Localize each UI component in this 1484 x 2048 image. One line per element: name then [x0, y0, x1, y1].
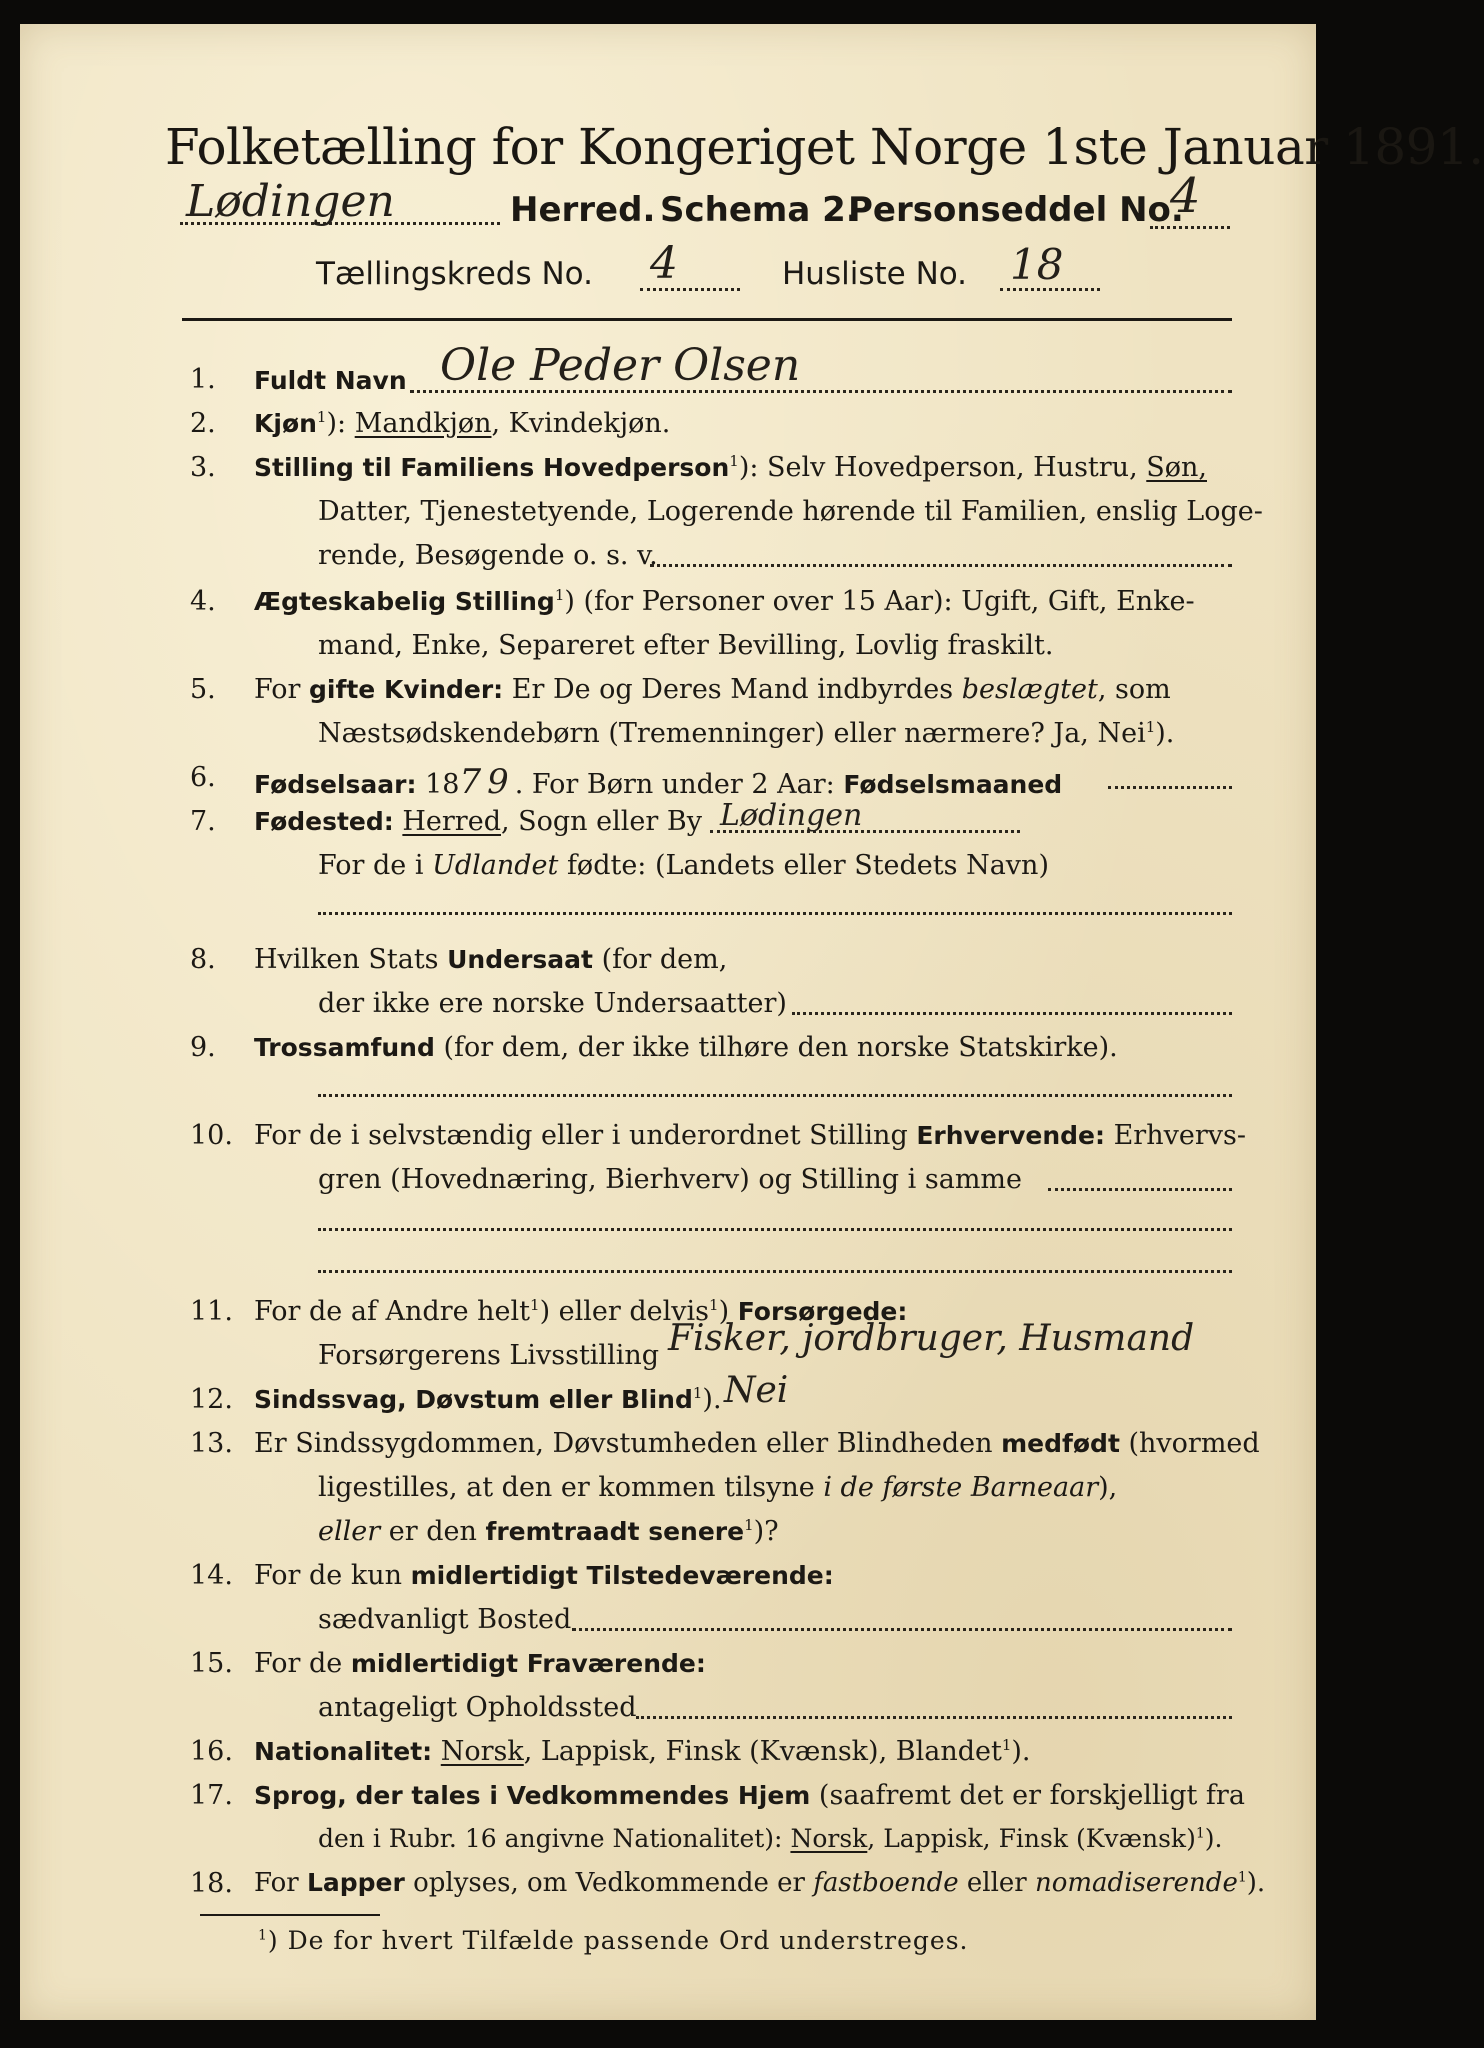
field-8-dotline	[792, 1012, 1232, 1015]
field-10-line1a: For de i selvstændig eller i underordnet Stilling	[254, 1120, 917, 1151]
herred-label: Herred.	[510, 190, 656, 230]
header-rule	[182, 318, 1232, 321]
field-14-line2: sædvanligt Bosted	[318, 1604, 572, 1635]
field-4-label: Ægteskabelig Stilling	[254, 587, 555, 616]
field-7-rest: , Sogn eller By	[500, 806, 702, 837]
field-13-label2: fremtraadt senere	[485, 1517, 745, 1546]
field-13-sup: 1	[744, 1516, 754, 1534]
field-5-line2: Næstsødskendebørn (Tremenninger) eller nærmere? Ja, Nei	[318, 718, 1146, 749]
field-2-rest2: , Kvindekjøn.	[491, 408, 671, 439]
field-3-line3: rende, Besøgende o. s. v.	[318, 540, 658, 571]
field-11-sup2: 1	[709, 1296, 719, 1314]
field-16-opt-norsk: Norsk	[440, 1736, 524, 1767]
field-15-line2: antageligt Opholdssted	[318, 1692, 637, 1723]
field-18-line1a: oplyses, om Vedkommende er	[404, 1868, 814, 1898]
personseddel-value: 4	[1170, 168, 1201, 224]
field-17-line1b: (saafremt det er forskjelligt fra	[810, 1780, 1245, 1811]
field-16-rest: , Lappisk, Finsk (Kvænsk), Blandet	[523, 1736, 1002, 1767]
field-13-num: 13.	[190, 1428, 233, 1459]
footnote-sup: 1	[258, 1927, 268, 1944]
field-18-i2: nomadiserende	[1035, 1868, 1238, 1898]
herred-value: Lødingen	[186, 176, 395, 227]
field-13-line2b: i de første Barneaar	[823, 1472, 1099, 1503]
field-13-line3b: er den	[380, 1516, 486, 1547]
field-12-rest: ).	[702, 1384, 722, 1415]
personseddel-dotline	[1150, 226, 1230, 229]
field-11-line1b: ) eller delvis	[539, 1296, 710, 1327]
field-18-num: 18.	[190, 1868, 233, 1899]
field-8-label: Undersaat	[447, 945, 593, 974]
field-1-num: 1.	[190, 364, 216, 395]
footnote-rule	[200, 1914, 380, 1916]
field-6-value: 79	[459, 762, 515, 802]
field-3-opt-son: Søn,	[1146, 452, 1207, 483]
field-3-dotline	[650, 564, 1232, 567]
footnote	[258, 1926, 968, 1955]
field-10-dotline	[1048, 1188, 1232, 1191]
field-11-line1c: )	[718, 1296, 738, 1327]
field-16-label: Nationalitet:	[254, 1737, 433, 1766]
field-7-num: 7.	[190, 806, 216, 837]
field-17-sup: 1	[1195, 1825, 1205, 1842]
field-3-sup: 1	[729, 452, 739, 470]
field-13-line1a: Er Sindssygdommen, Døvstumheden eller Blindheden	[254, 1428, 1002, 1459]
field-8-num: 8.	[190, 944, 216, 975]
field-9-label: Trossamfund	[254, 1033, 435, 1062]
field-5-num: 5.	[190, 674, 216, 705]
field-18-pre: For	[254, 1868, 307, 1898]
field-16-end: ).	[1011, 1736, 1031, 1767]
field-3-num: 3.	[190, 452, 216, 483]
field-9-num: 9.	[190, 1032, 216, 1063]
field-11-line2: Forsørgerens Livsstilling	[318, 1340, 660, 1371]
field-11-label: Forsørgede:	[737, 1297, 908, 1326]
field-18-label: Lapper	[306, 1868, 405, 1897]
footnote-text: ) De for hvert Tilfælde passende Ord understreges.	[267, 1926, 969, 1955]
kreds-label: Tællingskreds No.	[316, 256, 593, 292]
field-17-label: Sprog, der tales i Vedkommendes Hjem	[254, 1781, 811, 1810]
field-5-sup: 1	[1145, 718, 1156, 736]
field-13-label: medfødt	[1001, 1429, 1120, 1458]
field-12-num: 12.	[190, 1384, 233, 1415]
field-3-line1: ): Selv Hovedperson, Hustru,	[738, 452, 1138, 483]
field-12-sup: 1	[692, 1384, 703, 1402]
schema-label: Schema 2.	[660, 190, 859, 230]
kreds-value: 4	[650, 238, 678, 289]
field-11-num: 11.	[190, 1296, 233, 1327]
field-17-opt-norsk: Norsk	[790, 1824, 868, 1853]
field-6-prefix: 18	[425, 769, 460, 800]
field-7-dotline-2	[318, 912, 1232, 915]
field-16-sup: 1	[1001, 1736, 1012, 1754]
field-10-num: 10.	[190, 1120, 233, 1151]
field-14-label: midlertidigt Tilstedeværende:	[410, 1561, 834, 1590]
field-15-dotline	[636, 1716, 1232, 1719]
field-8-line1b: (for dem,	[592, 944, 728, 975]
field-6-num: 6.	[190, 762, 216, 793]
husliste-value: 18	[1010, 240, 1064, 289]
field-10-dotline-3	[318, 1270, 1232, 1273]
field-2-rest1: ):	[326, 408, 355, 439]
field-8-line2: der ikke ere norske Undersaatter)	[318, 988, 787, 1019]
field-15-num: 15.	[190, 1648, 233, 1679]
field-7-line2c: fødte: (Landets eller Stedets Navn)	[558, 850, 1049, 881]
field-11-value: Fisker, jordbruger, Husmand	[668, 1318, 1195, 1359]
field-10-line2: gren (Hovednæring, Bierhverv) og Stilling i samme	[318, 1164, 1023, 1195]
field-13-line3c: )?	[753, 1516, 779, 1547]
field-4-line2: mand, Enke, Separeret efter Bevilling, Lovlig fraskilt.	[318, 630, 1054, 661]
field-7-opt-herred: Herred	[402, 806, 501, 837]
field-7-line2b: Udlandet	[432, 850, 559, 881]
husliste-label: Husliste No.	[782, 256, 968, 292]
field-4-num: 4.	[190, 586, 216, 617]
field-4-sup: 1	[554, 586, 565, 604]
field-7-label: Fødested:	[254, 807, 394, 836]
field-13-line3a: eller	[318, 1516, 381, 1547]
field-10-label: Erhvervende:	[916, 1121, 1106, 1150]
field-12-value: Nei	[724, 1370, 789, 1411]
field-2-num: 2.	[190, 408, 216, 439]
field-5-label: gifte Kvinder:	[309, 675, 504, 704]
field-18-line1b: eller	[958, 1868, 1035, 1898]
field-12-label: Sindssvag, Døvstum eller Blind	[254, 1385, 693, 1414]
field-5-pre: For	[254, 674, 310, 705]
field-14-num: 14.	[190, 1560, 233, 1591]
field-2-opt-mandkjon: Mandkjøn	[354, 408, 492, 439]
field-3-label: Stilling til Familiens Hovedperson	[254, 453, 730, 482]
field-14-dotline	[572, 1628, 1232, 1631]
field-8-line1a: Hvilken Stats	[254, 944, 448, 975]
field-6-rest: . For Børn under 2 Aar:	[514, 769, 844, 800]
field-9-dotline	[318, 1094, 1232, 1097]
field-17-end: ).	[1204, 1824, 1223, 1853]
field-15-label: midlertidigt Fraværende:	[350, 1649, 706, 1678]
field-13-line2c: ),	[1098, 1472, 1118, 1503]
census-form	[20, 24, 1484, 2020]
field-2-sup: 1	[316, 408, 327, 426]
field-1-value: Ole Peder Olsen	[440, 340, 801, 391]
field-7-value: Lødingen	[720, 798, 863, 833]
field-13-line1b: (hvormed	[1119, 1428, 1260, 1459]
field-18-sup: 1	[1237, 1869, 1247, 1886]
field-17-line2b: , Lappisk, Finsk (Kvænsk)	[867, 1824, 1196, 1853]
field-6-label: Fødselsaar:	[254, 770, 417, 799]
field-17-line2a: den i Rubr. 16 angivne Nationalitet):	[318, 1824, 791, 1853]
field-10-dotline-2	[318, 1228, 1232, 1231]
field-17-num: 17.	[190, 1780, 233, 1811]
field-5-line2end: ).	[1155, 718, 1175, 749]
field-18-end: ).	[1246, 1868, 1266, 1898]
field-11-line1a: For de af Andre helt	[254, 1296, 531, 1327]
field-11-sup1: 1	[530, 1296, 540, 1314]
field-16-num: 16.	[190, 1736, 233, 1767]
field-2-label: Kjøn	[254, 409, 317, 438]
personseddel-label: Personseddel No.	[848, 190, 1184, 230]
page-title: Folketælling for Kongeriget Norge 1ste Januar 1891.	[165, 118, 1484, 176]
field-6-dotline	[1108, 786, 1232, 789]
field-10-line1b: Erhvervs-	[1105, 1120, 1246, 1151]
field-1-label: Fuldt Navn	[254, 366, 407, 395]
field-14-line1a: For de kun	[254, 1560, 411, 1591]
field-5-line1c: , som	[1097, 674, 1171, 705]
field-18-i1: fastboende	[813, 1868, 959, 1898]
field-7-line2a: For de i	[318, 850, 433, 881]
field-4-line1: ) (for Personer over 15 Aar): Ugift, Gift, Enke-	[564, 586, 1195, 617]
field-9-rest: (for dem, der ikke tilhøre den norske Statskirke).	[434, 1032, 1118, 1063]
field-5-line1b: beslægtet	[961, 674, 1098, 705]
field-3-line2: Datter, Tjenestetyende, Logerende hørende til Familien, enslig Loge-	[318, 496, 1263, 527]
field-5-line1a: Er De og Deres Mand indbyrdes	[503, 674, 962, 705]
field-15-line1a: For de	[254, 1648, 351, 1679]
field-6-label2: Fødselsmaaned	[843, 770, 1063, 799]
field-13-line2a: ligestilles, at den er kommen tilsyne	[318, 1472, 824, 1503]
